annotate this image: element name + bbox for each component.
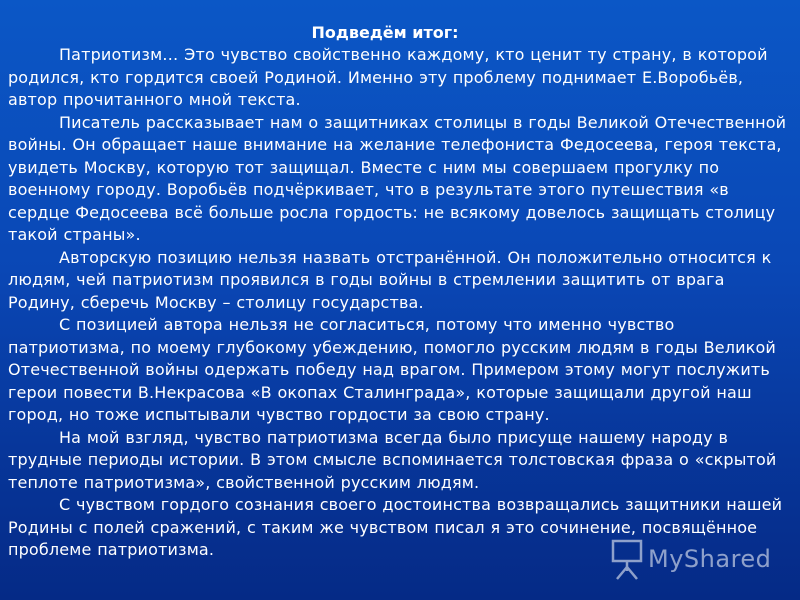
paragraph-5: На мой взгляд, чувство патриотизма всегда было присуще нашему народу в трудные периоды истории. В этом смысле вспоминается толстовская фраза о «скрытой теплоте патриотизма», свойственной русским людям.	[8, 427, 777, 492]
paragraph-1: Патриотизм… Это чувство свойственно каждому, кто ценит ту страну, в которой родился, кто гордится своей Родиной. Именно эту проблему поднимает Е.Воробьёв, автор прочитанного мной текста.	[8, 45, 768, 109]
paragraph-2: Писатель рассказывает нам о защитниках столицы в годы Великой Отечественной войны. Он обращает наше внимание на желание телефониста Федосеева, героя текста, увидеть Москву, которую тот защищал. Вместе с ним мы совершаем прогулку по военному городу. Воробьёв подчёркивает, что в результате этого путешествия «в сердце Федосеева всё больше росла гордость: не всякому довелось защищать столицу такой страны».	[8, 112, 787, 244]
slide-title: Подведём итог:	[311, 23, 459, 42]
paragraph-3: Авторскую позицию нельзя назвать отстранённой. Он положительно относится к людям, чей патриотизм проявился в годы войны в стремлении защитить от врага Родину, сберечь Москву – столицу государства.	[8, 247, 772, 312]
paragraph-4: С позицией автора нельзя не согласиться, потому что именно чувство патриотизма, по моему глубокому убеждению, помогло русским людям в годы Великой Отечественной войны одержать победу над врагом. Примером этому могут послужить герои повести В.Некрасова «В окопах Сталинграда», которые защищали другой наш город, но тоже испытывали чувство гордости за свою страну.	[8, 315, 776, 424]
watermark-text: MyShared	[648, 545, 772, 573]
paragraph-6: С чувством гордого сознания своего достоинства возвращались защитники нашей Родины с полей сражений, с таким же чувством писал я это сочинение, посвящённое проблеме патриотизма.	[8, 495, 783, 559]
slide-body	[8, 22, 792, 562]
